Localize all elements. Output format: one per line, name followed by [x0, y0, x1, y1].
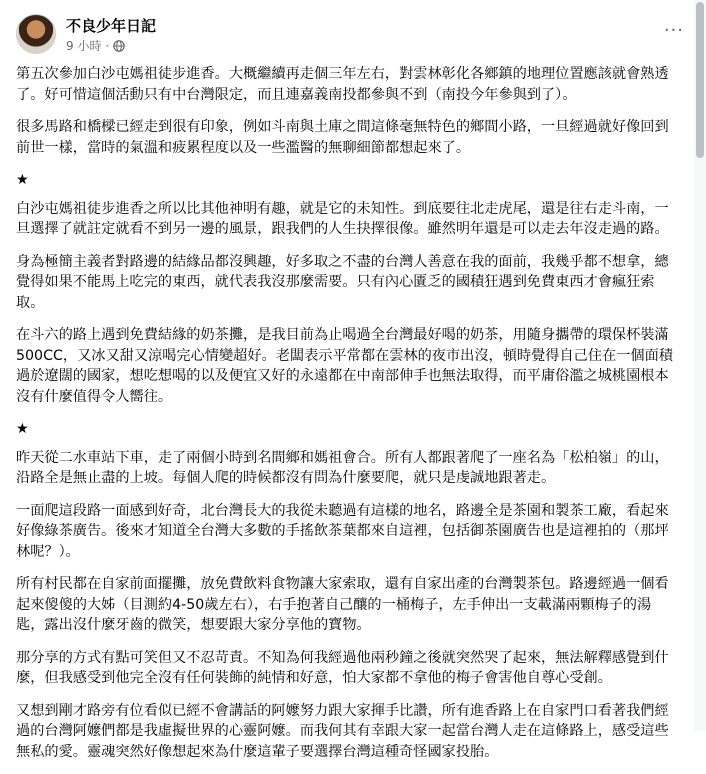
- post-paragraph: 很多馬路和橋樑已經走到很有印象，例如斗南與土庫之間這條毫無特色的鄉間小路，一旦經過就好像回到前世一樣，當時的氣溫和疲累程度以及一些濫醫的無聊細節都想起來了。: [16, 119, 669, 156]
- post-paragraph: 又想到剛才路旁有位看似已經不會講話的阿嬤努力跟大家揮手比讚，所有進香路上在自家門口看著我們經過的台灣阿嬤們都是我虛擬世界的心靈阿嬤。而我何其有幸跟大家一起當台灣人走在這條路上，感受這些無私的愛。靈魂突然好像想起來為什麼這輩子要選擇台灣這種奇怪國家投胎。: [16, 702, 669, 760]
- star-divider: ★: [16, 421, 29, 437]
- star-divider: ★: [16, 172, 29, 188]
- post-paragraph: 在斗六的路上遇到免費結緣的奶茶攤，是我目前為止喝過全台灣最好喝的奶茶，用隨身攜帶的環保杯裝滿500CC，又冰又甜又涼喝完心情變超好。老闆表示平常都在雲林的夜市出沒，頓時覺得自己住在一個面積過於遼闊的國家，想吃想喝的以及便宜又好的永遠都在中南部伸手也無法取得，而平庸俗濫之城桃園根本沒有什麼值得令人嚮往。: [16, 327, 673, 405]
- post-header: [16, 14, 686, 58]
- post-paragraph: 身為極簡主義者對路邊的結緣品都沒興趣，好多取之不盡的台灣人善意在我的面前，我幾乎都不想拿，總覺得如果不能馬上吃完的東西，就代表我沒那麼需要。只有內心匱乏的國積狂遇到免費東西才會瘋狂索取。: [16, 253, 669, 311]
- post-paragraph: 所有村民都在自家前面擺攤，放免費飲料食物讓大家索取，還有自家出產的台灣製茶包。路邊經過一個看起來傻傻的大姊（目測約4-50歲左右），右手抱著自己釀的一桶梅子，左手伸出一支載滿兩顆梅子的湯匙，露出沒什麼牙齒的微笑，想要跟大家分享他的寶物。: [16, 576, 669, 633]
- post-paragraph: 那分享的方式有點可笑但又不忍苛責。不知為何我經過他兩秒鐘之後就突然哭了起來，無法解釋感覺到什麼，但我感受到他完全沒有任何裝飾的純情和好意，怕大家都不拿他的梅子會害他自尊心受創。: [16, 649, 669, 686]
- author-name[interactable]: 不良少年日記: [66, 17, 157, 35]
- post-body: [16, 64, 678, 774]
- globe-icon[interactable]: [113, 40, 125, 52]
- post-timestamp[interactable]: 9 小時: [66, 39, 102, 53]
- avatar[interactable]: [16, 14, 56, 54]
- post-meta: [66, 37, 125, 54]
- post-paragraph: 一面爬這段路一面感到好奇，北台灣長大的我從未聽過有這樣的地名，路邊全是茶園和製茶工廠，看起來好像綠茶廣告。後來才知道全台灣大多數的手搖飲茶葉都來自這裡，包括御茶園廣告也是這裡拍的（那坪林呢？）。: [16, 502, 669, 560]
- post-paragraph: 白沙屯媽祖徒步進香之所以比其他神明有趣，就是它的未知性。到底要往北走虎尾，還是往右走斗南，一旦選擇了就註定就看不到另一邊的風景，跟我們的人生抉擇很像。雖然明年還是可以走去年沒走過的路。: [16, 200, 669, 237]
- post-paragraph: 第五次參加白沙屯媽祖徒步進香。大概繼續再走個三年左右，對雲林彰化各鄉鎮的地理位置應該就會熟透了。好可惜這個活動只有中台灣限定，而且連嘉義南投都參與不到（南投今年參與到了）。: [16, 66, 669, 103]
- scrollbar-thumb[interactable]: [696, 2, 704, 158]
- meta-separator: ·: [105, 38, 110, 53]
- more-options-icon[interactable]: ···: [663, 20, 684, 41]
- post-paragraph: 昨天從二水車站下車，走了兩個小時到名間鄉和媽祖會合。所有人都跟著爬了一座名為「松柏嶺」的山，沿路全是無止盡的上坡。每個人爬的時候都沒有問為什麼要爬，就只是虔誠地跟著走。: [16, 449, 669, 486]
